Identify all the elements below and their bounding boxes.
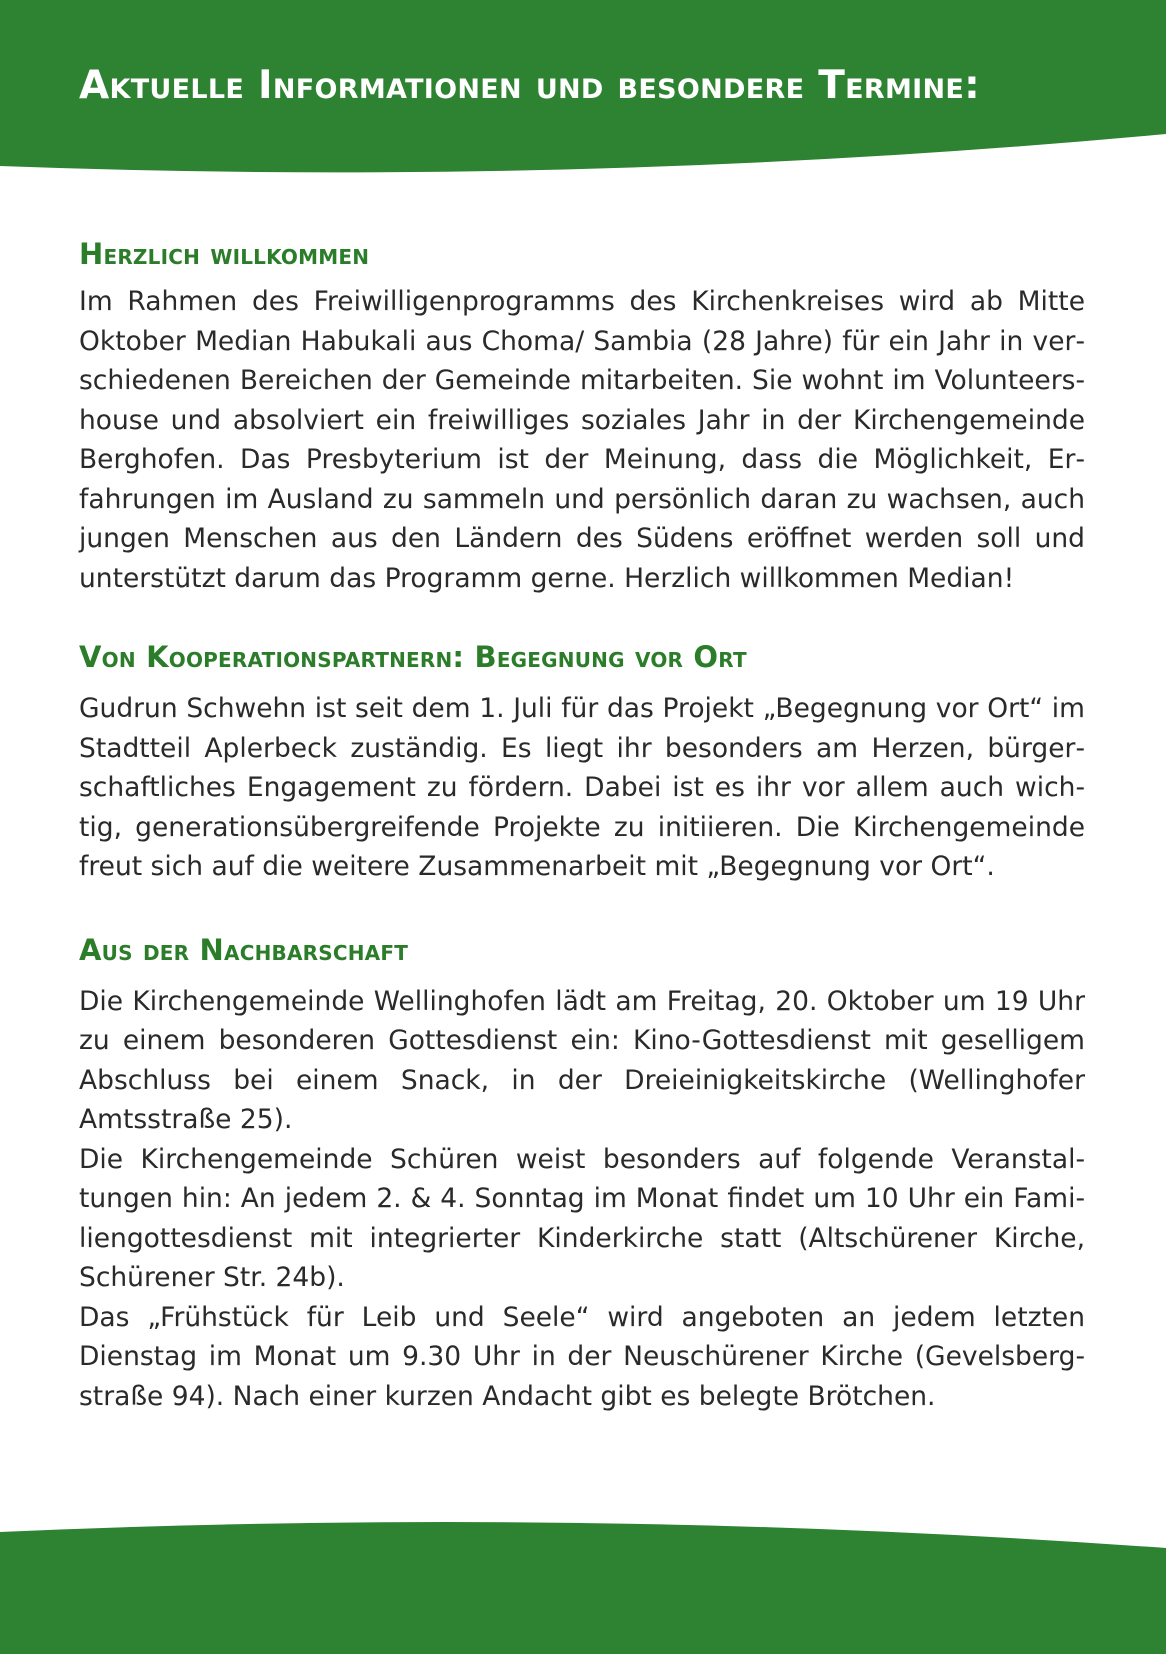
- section-cooperation: [79, 635, 1085, 887]
- page-title: Aktuelle Informationen und besondere Termine:: [79, 63, 980, 108]
- section-heading: Herzlich willkommen: [79, 237, 370, 271]
- section-welcome: [79, 232, 1085, 598]
- paragraph: Die Kirchengemeinde Schüren weist besonders auf folgende Veranstaltungen hin: An jedem 2. & 4. Sonntag im Monat findet um 10 Uhr ein Familiengottesdienst mit integrierter Kinderkirche statt (Altschürener Kirche, Schürener Str. 24b).: [79, 1143, 1085, 1293]
- footer-band: [0, 1520, 1166, 1654]
- section-neighborhood: [79, 928, 1085, 1417]
- paragraph: Das „Frühstück für Leib und Seele“ wird angeboten an jedem letzten Dienstag im Monat um 9.30 Uhr in der Neuschürener Kirche (Gevelsbergstraße 94). Nach einer kurzen Andacht gibt es belegte Brötchen.: [79, 1301, 1085, 1412]
- footer-band-shape: [0, 1522, 1166, 1654]
- paragraph: Die Kirchengemeinde Wellinghofen lädt am Freitag, 20. Oktober um 19 Uhr zu einem besonderen Gottesdienst ein: Kino-Gottesdienst mit geselligem Abschluss bei einem Snack, in der Dreieinigkeitskirche (Wellinghofer Amtsstraße 25).: [79, 985, 1085, 1135]
- main-content: [79, 232, 1085, 1416]
- section-heading: Von Kooperationspartnern: Begegnung vor Ort: [79, 640, 747, 674]
- section-heading: Aus der Nachbarschaft: [79, 932, 409, 967]
- paragraph: Gudrun Schwehn ist seit dem 1. Juli für das Projekt „Begegnung vor Ort“ im Stadtteil Aplerbeck zuständig. Es liegt ihr besonders am Herzen, bürgerschaftliches Engagement zu fördern. Dabei ist es ihr vor allem auch wichtig, generationsübergreifende Projekte zu initiieren. Die Kirchengemeinde freut sich auf die weitere Zusammenarbeit mit „Begegnung vor Ort“.: [79, 693, 1085, 882]
- paragraph: Im Rahmen des Freiwilligenprogramms des Kirchenkreises wird ab Mitte Oktober Median Habukali aus Choma/ Sambia (28 Jahre) für ein Jahr in verschiedenen Bereichen der Gemeinde mitarbeiten. Sie wohnt im Volunteershouse und absolviert ein freiwilliges soziales Jahr in der Kirchengemeinde Berghofen. Das Presbyterium ist der Meinung, dass die Möglichkeit, Erfahrungen im Ausland zu sammeln und persönlich daran zu wachsen, auch jungen Menschen aus den Ländern des Südens eröffnet werden soll und unterstützt darum das Programm gerne. Herzlich willkommen Median!: [79, 286, 1085, 594]
